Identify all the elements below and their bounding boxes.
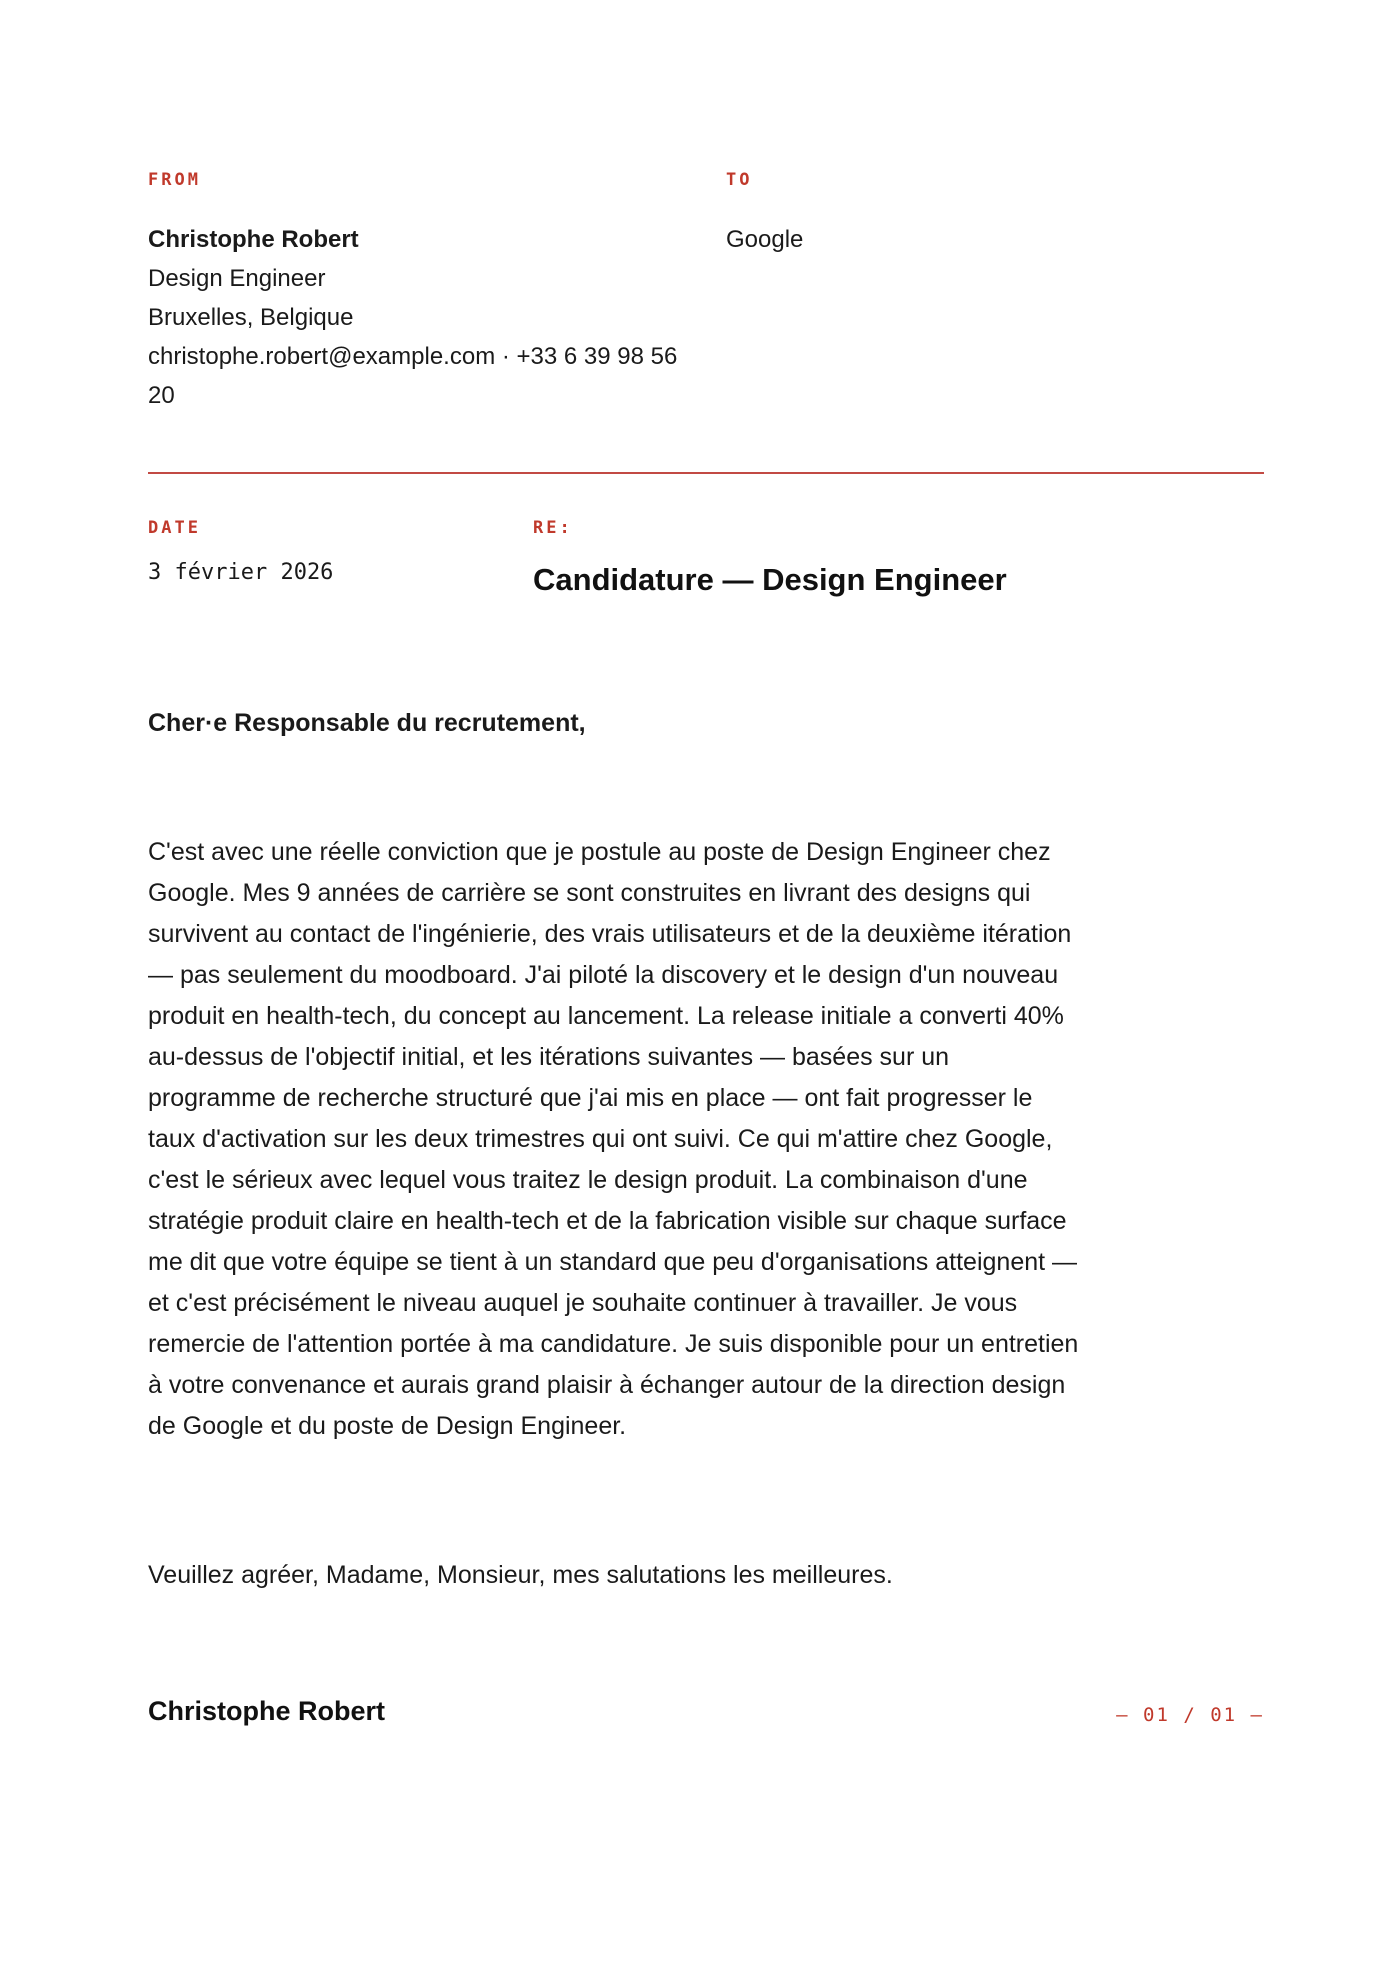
sender-block [148, 170, 708, 415]
recipient-company: Google [726, 226, 804, 253]
from-label: FROM [148, 170, 201, 190]
date-value: 3 février 2026 [148, 560, 334, 585]
recipient-block [726, 170, 1226, 259]
sender-contact: christophe.robert@example.com · +33 6 39 98 56 20 [148, 343, 678, 409]
header-divider [148, 472, 1264, 474]
salutation: Cher·e Responsable du recrutement, [148, 709, 586, 737]
sender-location: Bruxelles, Belgique [148, 304, 354, 331]
date-label: DATE [148, 518, 201, 538]
letter-body: C'est avec une réelle conviction que je postule au poste de Design Engineer chez Google. Mes 9 années de carrière se sont construites en livrant des designs qui survivent au contact de l'ingénierie, des vrais utilisateurs et de la deuxième itération — pas seulement du moodboard. J'ai piloté la discovery et le design d'un nouveau produit en health-tech, du concept au lancement. La release initiale a converti 40% au-dessus de l'objectif initial, et les itérations suivantes — basées sur un programme de recherche structuré que j'ai mis en place — ont fait progresser le taux d'activation sur les deux trimestres qui ont suivi. Ce qui m'attire chez Google, c'est le sérieux avec lequel vous traitez le design produit. La combinaison d'une stratégie produit claire en health-tech et de la fabrication visible sur chaque surface me dit que votre équipe se tient à un standard que peu d'organisations atteignent — et c'est précisément le niveau auquel je souhaite continuer à travailler. Je vous remercie de l'attention portée à ma candidature. Je suis disponible pour un entretien à votre convenance et aurais grand plaisir à échanger autour de la direction design de Google et du poste de Design Engineer. [148, 838, 1079, 1440]
date-block [148, 518, 508, 585]
page-number: — 01 / 01 — [1116, 1704, 1264, 1726]
cover-letter-page [148, 0, 1264, 1980]
sender-title: Design Engineer [148, 265, 326, 292]
subject-block [533, 518, 1253, 600]
to-label: TO [726, 170, 753, 190]
subject-title: Candidature — Design Engineer [533, 562, 1007, 597]
re-label: RE: [533, 518, 573, 538]
closing-line: Veuillez agréer, Madame, Monsieur, mes salutations les meilleures. [148, 1561, 893, 1589]
sender-name: Christophe Robert [148, 226, 359, 253]
signature: Christophe Robert [148, 1696, 386, 1726]
sender-details [148, 220, 708, 415]
